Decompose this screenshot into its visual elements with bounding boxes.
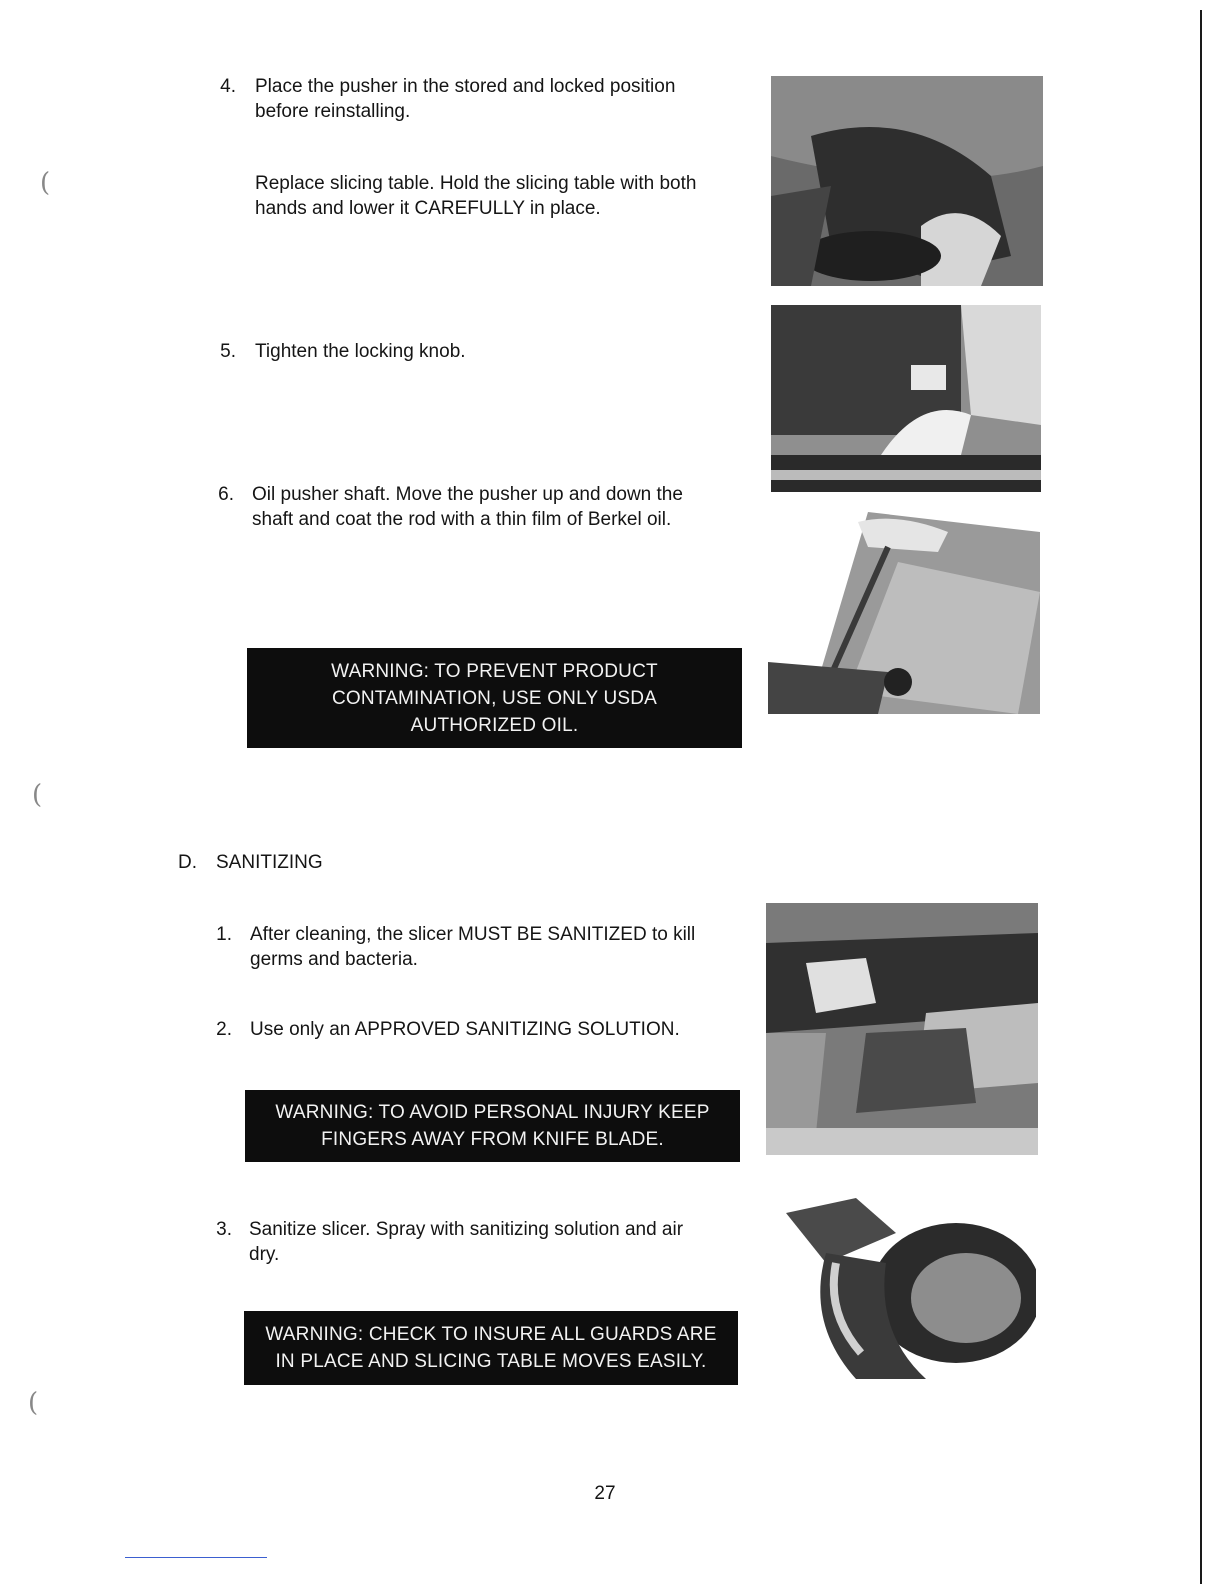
photo-pusher-shaft-oil: [768, 512, 1040, 714]
step-text-line: dry.: [249, 1244, 280, 1265]
step-text-line: Place the pusher in the stored and locked position: [255, 76, 676, 97]
step-number: 3.: [216, 1219, 232, 1240]
step-text-line: germs and bacteria.: [250, 949, 418, 970]
warning-line: WARNING: TO PREVENT PRODUCT: [331, 660, 658, 682]
step-number: 6.: [218, 484, 234, 505]
page-number: 27: [594, 1483, 616, 1504]
step-number: 4.: [220, 76, 236, 97]
step-text-line: Oil pusher shaft. Move the pusher up and down the: [252, 484, 683, 505]
step-text-line: Use only an APPROVED SANITIZING SOLUTION.: [250, 1019, 680, 1040]
photo-slicing-table-replace: [771, 76, 1043, 286]
step-text-line: shaft and coat the rod with a thin film of Berkel oil.: [252, 509, 672, 530]
scan-margin-mark: (: [28, 1388, 39, 1418]
page-edge-rule: [1200, 10, 1202, 1584]
warning-oil-box: [247, 648, 742, 748]
warning-line: WARNING: TO AVOID PERSONAL INJURY KEEP: [275, 1102, 710, 1123]
warning-line: CONTAMINATION, USE ONLY USDA: [331, 687, 658, 709]
step-number: 1.: [216, 924, 232, 945]
photo-slicer-sanitize: [766, 903, 1038, 1155]
scan-margin-mark: (: [32, 780, 43, 810]
step-text-line: hands and lower it CAREFULLY in place.: [255, 198, 601, 219]
scan-margin-mark: (: [40, 168, 51, 198]
warning-guards-box: [244, 1311, 738, 1385]
warning-line: AUTHORIZED OIL.: [410, 714, 579, 736]
warning-line: IN PLACE AND SLICING TABLE MOVES EASILY.: [275, 1351, 707, 1372]
step-text-line: Sanitize slicer. Spray with sanitizing solution and air: [249, 1219, 684, 1240]
photo-locking-knob: [771, 305, 1041, 492]
step-text-line: Tighten the locking knob.: [255, 341, 466, 362]
footer-rule: [125, 1557, 267, 1558]
section-letter: D.: [178, 852, 197, 873]
step-text-line: before reinstalling.: [255, 101, 411, 122]
photo-slicer-spray: [766, 1193, 1036, 1379]
warning-injury-box: [245, 1090, 740, 1162]
warning-line: WARNING: CHECK TO INSURE ALL GUARDS ARE: [265, 1324, 717, 1345]
step-number: 2.: [216, 1019, 232, 1040]
step-text-line: After cleaning, the slicer MUST BE SANITIZED to kill: [250, 924, 696, 945]
step-text-line: Replace slicing table. Hold the slicing table with both: [255, 173, 697, 194]
step-number: 5.: [220, 341, 236, 362]
section-title: SANITIZING: [216, 852, 323, 873]
warning-line: FINGERS AWAY FROM KNIFE BLADE.: [321, 1129, 664, 1150]
